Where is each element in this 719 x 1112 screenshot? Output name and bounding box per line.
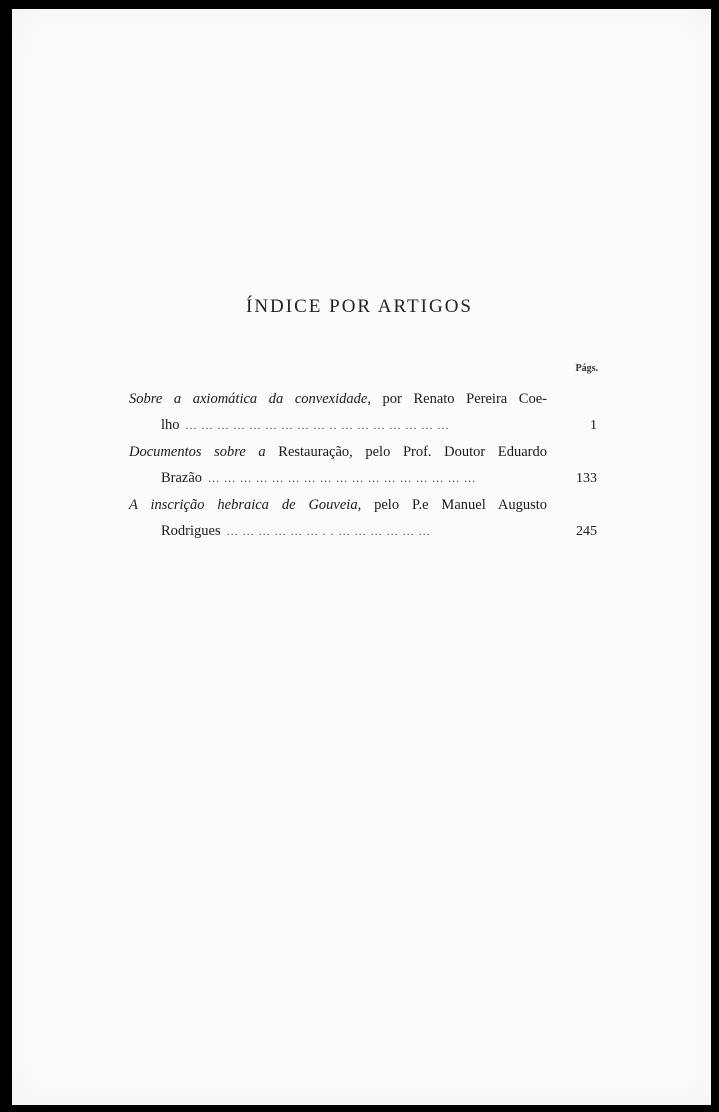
entry-title: Documentos sobre a <box>129 444 266 460</box>
table-of-contents <box>129 386 597 545</box>
page-number: 133 <box>576 471 597 486</box>
toc-entry <box>129 492 597 545</box>
document-page <box>12 9 711 1105</box>
toc-entry <box>129 439 597 492</box>
page-number: 1 <box>590 418 597 433</box>
entry-continuation: Brazão <box>161 470 203 486</box>
entry-author: Restauração, pelo Prof. Doutor Eduardo <box>265 444 547 460</box>
entry-continuation: lho <box>161 417 180 433</box>
toc-entry <box>129 386 597 439</box>
dot-leader: ... ... ... ... ... ... ... ... ... .. ... ... ... ... ... ... ... <box>185 418 450 432</box>
entry-author: por Renato Pereira Coe- <box>370 391 547 407</box>
entry-continuation: Rodrigues <box>161 523 221 539</box>
index-title: ÍNDICE POR ARTIGOS <box>246 296 473 317</box>
entry-title: Sobre a axiomática da convexidade, <box>129 391 371 407</box>
dot-leader: ... ... ... ... ... ... ... ... ... ... ... ... ... ... ... ... ... <box>208 471 477 485</box>
page-number: 245 <box>576 524 597 539</box>
dot-leader: ... ... ... ... ... ... . . ... ... ... ... ... ... <box>226 524 431 538</box>
entry-author: pelo P.e Manuel Augusto <box>361 497 547 513</box>
entry-title: A inscrição hebraica de Gouveia, <box>129 497 362 513</box>
pages-column-label: Págs. <box>575 363 598 374</box>
